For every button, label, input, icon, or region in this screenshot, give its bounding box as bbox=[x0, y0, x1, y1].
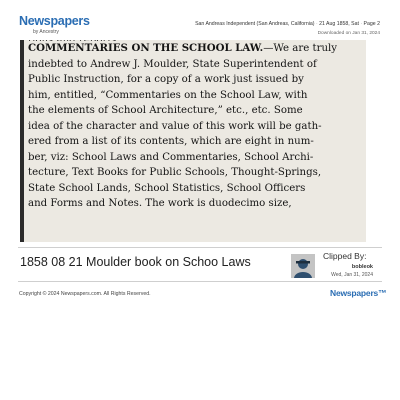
page-header bbox=[0, 0, 400, 40]
clipping-line: and Forms and Notes. The work is duodecimo size, bbox=[28, 198, 292, 209]
copyright-notice: Copyright © 2024 Newspapers.com. All Rights Reserved. bbox=[19, 291, 151, 297]
clipping-line: ber, viz: School Laws and Commentaries, School Archi- bbox=[28, 151, 314, 163]
clipping-line: tecture, Text Books for Public Schools, Thought-Springs, bbox=[28, 167, 322, 178]
source-publication: San Andreas Independent (San Andreas, California) bbox=[195, 21, 315, 27]
clipping-line: State School Lands, School Statistics, School Officers bbox=[28, 182, 306, 194]
clipping-line: indebted to Andrew J. Moulder, State Superintendent of bbox=[28, 58, 317, 70]
clipped-date: Wed, Jan 31, 2024 bbox=[331, 272, 373, 278]
logo-subtitle: by Ancestry bbox=[33, 29, 59, 35]
clipping-line: Public Instruction, for a copy of a work just issued by bbox=[28, 74, 304, 85]
clipping-info-panel bbox=[18, 247, 382, 282]
clipping-line: ered from a list of its contents, which are eight in num- bbox=[28, 136, 314, 147]
clipping-line bbox=[28, 41, 358, 57]
user-avatar-icon[interactable] bbox=[291, 254, 315, 278]
logo-wordmark: Newspapers bbox=[19, 14, 90, 28]
clipped-by-label: Clipped By: bbox=[323, 251, 367, 261]
source-page: Page 2 bbox=[363, 21, 380, 27]
clipping-line: him, entitled, “Commentaries on the School Law, with bbox=[28, 89, 308, 101]
separator-dot: · bbox=[315, 21, 320, 27]
avatar-silhouette bbox=[291, 254, 315, 278]
clipping-column-rule bbox=[20, 40, 24, 242]
newspapers-logo[interactable] bbox=[19, 14, 99, 40]
clipping-text bbox=[28, 40, 358, 212]
download-date: Downloaded on Jan 31, 2024 bbox=[317, 31, 380, 36]
article-headline: COMMENTARIES ON THE SCHOOL LAW. bbox=[28, 42, 264, 54]
clipping-line: the elements of School Architecture,” etc., etc. Some bbox=[28, 105, 303, 116]
separator-dot: · bbox=[360, 21, 364, 27]
clipping-line-rest: —We are truly bbox=[263, 43, 338, 54]
clipping-title: 1858 08 21 Moulder book on Schoo Laws bbox=[20, 255, 251, 269]
clipping-line: idea of the character and value of this work will be gath- bbox=[28, 120, 322, 132]
source-info bbox=[195, 21, 380, 27]
footer-newspapers-logo[interactable]: Newspapers™ bbox=[330, 288, 387, 298]
source-date: 21 Aug 1858, Sat bbox=[319, 21, 359, 27]
newspaper-clipping bbox=[20, 40, 366, 242]
clipper-username[interactable]: bobleok bbox=[351, 264, 373, 270]
